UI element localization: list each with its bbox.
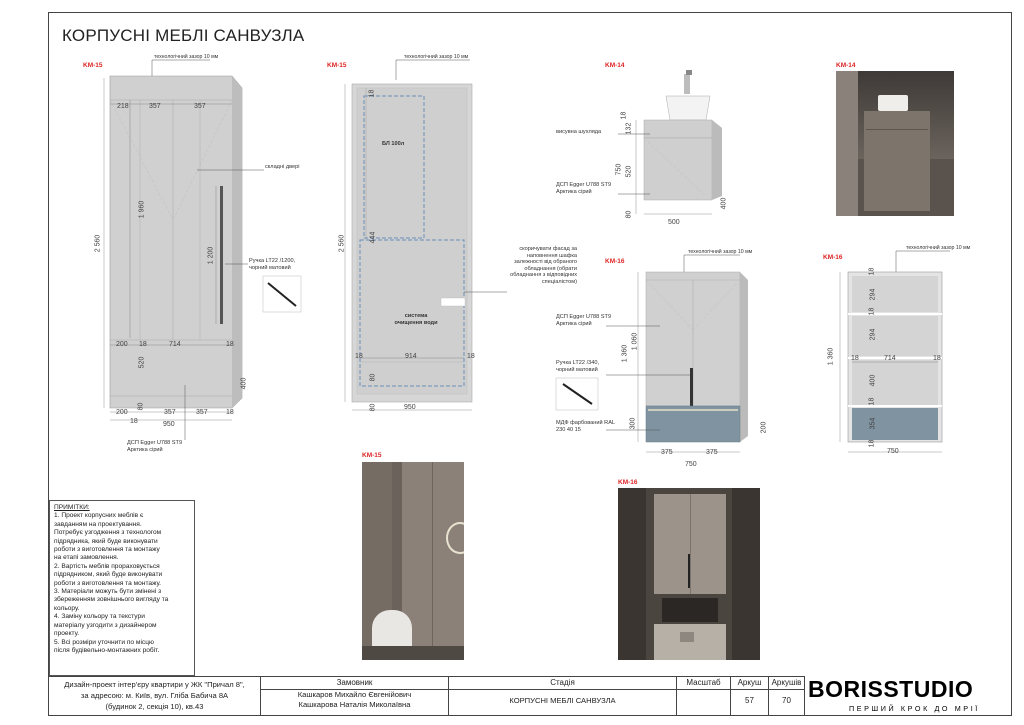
gap-note-4: технологічний зазор 10 мм <box>906 245 971 251</box>
dim-18-km14: 18 <box>620 111 628 120</box>
project-line-3: (будинок 2, секція 10), кв.43 <box>105 702 204 711</box>
dim-18-sh-d: 18 <box>868 439 876 448</box>
label-folding-doors: складні двері <box>265 164 300 170</box>
dim-950: 950 <box>163 421 175 428</box>
dim-950-s: 950 <box>404 404 416 411</box>
dim-80-km14: 80 <box>625 210 633 219</box>
label-mdf: МДФ фарбований RAL 230 40 15 <box>556 420 615 433</box>
scale-header: Масштаб <box>677 677 730 690</box>
stage-cell <box>449 677 677 716</box>
dim-18-sh-w-a: 18 <box>851 355 859 362</box>
tag-km15-front: KM-15 <box>83 62 103 69</box>
sheets-total: 70 <box>782 696 791 705</box>
sheets-header: Аркушів <box>769 677 804 690</box>
label-water-system: система очищення води <box>394 313 438 326</box>
dim-294-a: 294 <box>869 288 877 301</box>
notes-line: матеріалу узгодити з дизайнером <box>54 621 157 629</box>
dim-132: 132 <box>625 122 633 135</box>
label-dsp-km16: ДСП Egger U788 ST9 Арктика сірий <box>556 314 612 327</box>
dim-1960: 1 960 <box>138 200 146 219</box>
dim-18-d: 18 <box>226 409 234 416</box>
dim-1360-km16: 1 360 <box>621 344 629 363</box>
dim-18-section: 18 <box>368 89 376 98</box>
label-dsp-km15: ДСП Egger U788 ST9 Арктика сірий <box>127 440 183 453</box>
dim-18-b: 18 <box>226 341 234 348</box>
dim-2560-section: 2 560 <box>338 234 346 253</box>
label-handle-1200: Ручка LT22 /1200, чорний матовий <box>249 258 296 271</box>
project-line-2: за адресою: м. Київ, вул. Гліба Бабича 8А <box>80 691 229 700</box>
dim-18-sh-a: 18 <box>868 267 876 276</box>
dim-200-b: 200 <box>116 409 128 416</box>
logo-name: BORISSTUDIO <box>808 676 974 702</box>
sheet-number: 57 <box>745 696 754 705</box>
dim-80-s-b: 80 <box>369 403 377 412</box>
notes-line: роботи з виготовлення та монтажу <box>54 546 160 554</box>
dim-218: 218 <box>117 103 129 110</box>
notes-line: 2. Вартість меблів прораховується <box>54 562 160 570</box>
dim-357-c: 357 <box>164 409 176 416</box>
dim-520: 520 <box>138 356 146 369</box>
dim-80-s: 80 <box>369 373 377 382</box>
notes-line: проекту. <box>54 630 80 638</box>
dim-375-b: 375 <box>706 449 718 456</box>
sheet-header: Аркуш <box>731 677 768 690</box>
tag-km15-photo: KM-15 <box>362 452 382 459</box>
notes-line: 1. Проект корпусних меблів є <box>54 512 144 520</box>
stage-header: Стадія <box>449 677 676 690</box>
project-line-1: Дизайн-проект інтер'єру квартири у ЖК "Причал 8", <box>64 680 245 689</box>
tag-km14-front: KM-14 <box>605 62 625 69</box>
studio-logo <box>805 676 1011 715</box>
dim-18-a: 18 <box>139 341 147 348</box>
logo-slogan: ПЕРШИЙ КРОК ДО МРІЇ <box>849 704 980 713</box>
dim-1360-shelves: 1 360 <box>827 347 835 366</box>
notes-line: підрядником, який буде виконувати <box>54 571 163 579</box>
dim-18-sh-w-b: 18 <box>933 355 941 362</box>
dim-714: 714 <box>169 341 181 348</box>
dim-200-a: 200 <box>116 341 128 348</box>
dim-354: 354 <box>869 417 877 430</box>
dim-18-sh-b: 18 <box>868 307 876 316</box>
notes-box <box>49 500 195 676</box>
tag-km16-photo: KM-16 <box>618 479 638 486</box>
dim-294-b: 294 <box>869 328 877 341</box>
dim-80: 80 <box>137 402 145 411</box>
label-boiler: БЛ 100л <box>382 141 405 147</box>
dim-714-shelves: 714 <box>884 355 896 362</box>
notes-line: 5. Всі розміри уточнити по місцю <box>54 638 154 646</box>
dim-520-km14: 520 <box>625 165 633 178</box>
dim-400-km14: 400 <box>720 197 728 210</box>
dim-18-sh-c: 18 <box>868 397 876 406</box>
scale-cell <box>677 677 731 716</box>
notes-line: роботи з виготовлення та монтажу. <box>54 579 162 587</box>
sheet-title: КОРПУСНІ МЕБЛІ САНВУЗЛА <box>62 26 305 45</box>
render-km16-photo <box>618 488 760 660</box>
dim-200-km16: 200 <box>760 421 768 434</box>
sheet-cell <box>731 677 769 716</box>
dim-2560: 2 560 <box>94 234 102 253</box>
dim-444: 444 <box>369 231 377 244</box>
label-facade-note: скоричувати фасад за наповнення шафка залежності від обраного обладнання (обрати обладнання з відповідних спеціалістом) <box>510 246 577 285</box>
dim-750-km14: 750 <box>615 163 623 176</box>
notes-title: ПРИМІТКИ: <box>54 504 90 511</box>
gap-note-3: технологічний зазор 10 мм <box>688 249 753 255</box>
dim-357-a: 357 <box>149 103 161 110</box>
dim-1200: 1 200 <box>207 246 215 265</box>
client-name-1: Кашкаров Михайло Євгенійович <box>297 690 412 699</box>
notes-line: Потребує узгодження з технологом <box>54 529 162 537</box>
dim-750-km16: 750 <box>685 461 697 468</box>
tag-km16-shelves: KM-16 <box>823 254 843 261</box>
dim-400: 400 <box>240 377 248 390</box>
gap-note-2: технологічний зазор 10 мм <box>404 54 469 60</box>
notes-line: 4. Заміну кольору та текстури <box>54 613 145 621</box>
dim-914: 914 <box>405 353 417 360</box>
notes-line: збереженням зовнішнього вигляду та <box>54 596 169 604</box>
client-name-2: Кашкарова Наталія Миколаївна <box>298 700 411 709</box>
notes-line: після будівельно-монтажних робіт. <box>54 646 160 654</box>
dim-357-d: 357 <box>196 409 208 416</box>
label-drawer: висувна шухляда <box>556 129 602 135</box>
dim-500: 500 <box>668 219 680 226</box>
sheets-cell <box>769 677 805 716</box>
render-km15-photo <box>362 462 464 660</box>
notes-line: кольору. <box>54 604 80 612</box>
dim-375-a: 375 <box>661 449 673 456</box>
stage-value: КОРПУСНІ МЕБЛІ САНВУЗЛА <box>509 696 616 705</box>
dim-400-shelves: 400 <box>869 374 877 387</box>
dim-750-shelves: 750 <box>887 448 899 455</box>
label-handle-340: Ручка LT22 /340, чорний матовий <box>556 360 600 373</box>
project-cell <box>49 677 261 716</box>
tag-km15-section: KM-15 <box>327 62 347 69</box>
dim-18-s-a: 18 <box>355 353 363 360</box>
notes-line: підрядника, який буде виконувати <box>54 537 158 545</box>
tag-km14-photo: KM-14 <box>836 62 856 69</box>
client-header: Замовник <box>261 677 448 690</box>
dim-1060: 1 060 <box>631 332 639 351</box>
notes-line: 3. Матеріали можуть бути змінені з <box>54 588 162 596</box>
dim-18-c: 18 <box>130 418 138 425</box>
notes-line: на етапі замовлення. <box>54 554 119 562</box>
gap-note-1: технологічний зазор 10 мм <box>154 54 219 60</box>
dim-357-b: 357 <box>194 103 206 110</box>
dim-18-s-b: 18 <box>467 353 475 360</box>
label-dsp-km14: ДСП Egger U788 ST9 Арктика сірий <box>556 182 612 195</box>
tag-km16-front: KM-16 <box>605 258 625 265</box>
notes-line: завданням на проектування. <box>54 520 142 528</box>
client-cell <box>261 677 449 716</box>
dim-300: 300 <box>629 417 637 430</box>
